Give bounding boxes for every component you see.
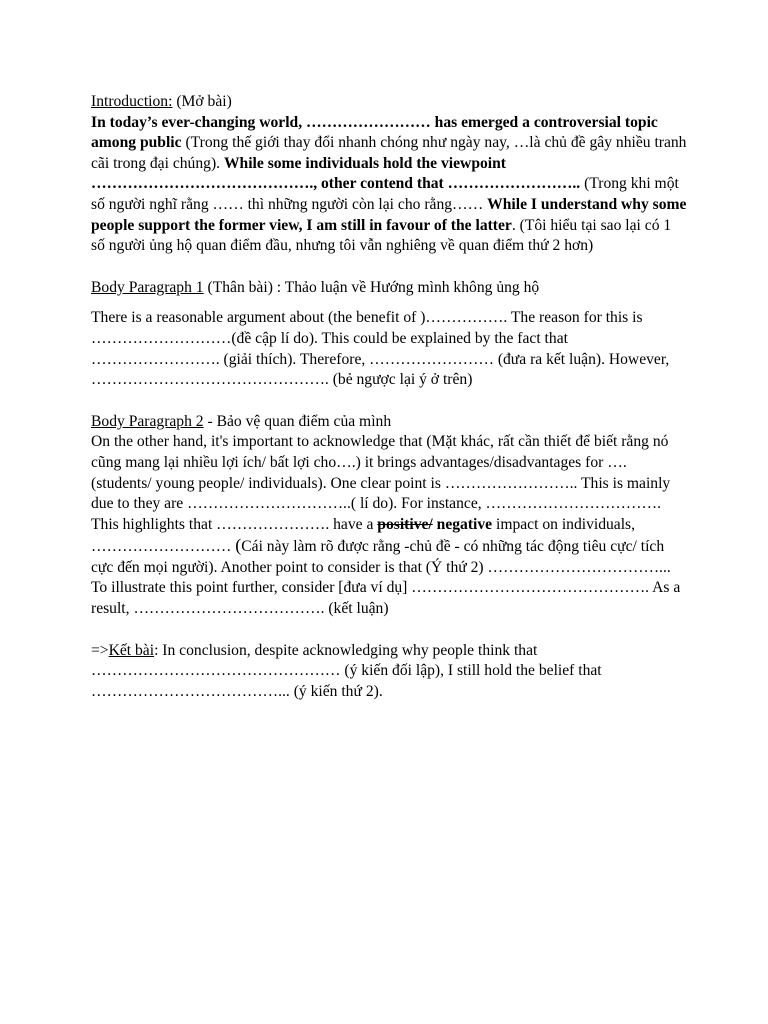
body2-strike-word: positive/: [377, 515, 433, 533]
body1-paragraph: There is a reasonable argument about (the benefit of )……………. The reason for this is ………………………(đề cập lí do). This could be explained by the fact that ……………………. (giải thích). Therefore, …………………… (đưa ra kết luận). However, ………………………………………. (bẻ ngược lại ý ở trên): [91, 309, 670, 389]
introduction-heading: Introduction:: [91, 93, 173, 110]
conclusion-text: : In conclusion, despite acknowledging why people think that ………………………………………… (ý kiến đối lập), I still hold the belief that ………………………………... (ý kiến thứ 2).: [91, 641, 602, 700]
conclusion-paragraph: [91, 641, 688, 703]
spacer: [91, 391, 688, 412]
introduction-section: [91, 92, 688, 257]
body-paragraph-1-section: [91, 278, 688, 391]
body2-bold-word: negative: [432, 515, 493, 533]
body2-heading-line: [91, 412, 688, 433]
body2-text-3: Cái này làm rõ được rằng -chủ đề - có những tác động tiêu cực/ tích cực đến mọi người). Another point to consider is that (Ý thứ 2) ……………………………... To illustrate this point further, consider [đưa ví dụ] ………………………………………. As a result, ………………………………. (kết luận): [91, 538, 681, 618]
conclusion-section: [91, 641, 688, 703]
body2-paren: (: [235, 535, 242, 556]
intro-text-1: (Trong thế giới thay đổi nhanh chóng như ngày nay, …là chủ đề gây nhiều tranh cãi trong đại chúng).: [91, 134, 687, 172]
intro-bold-2: While some individuals hold the viewpoint ……………………………………., other contend that ……………………..: [91, 154, 581, 193]
body2-paragraph: [91, 432, 688, 619]
body1-heading: Body Paragraph 1: [91, 278, 204, 296]
introduction-paragraph: [91, 113, 688, 257]
intro-bold-3: While I understand why some people support the former view, I am still in favour of the latter: [91, 195, 687, 234]
introduction-heading-suffix: (Mở bài): [172, 93, 232, 110]
intro-bold-1: In today’s ever-changing world, …………………… has emerged a controversial topic among public: [91, 113, 658, 152]
conclusion-heading: Kết bài: [108, 641, 155, 659]
introduction-heading-line: [91, 92, 688, 113]
spacer: [91, 620, 688, 641]
body2-heading-suffix: - Bảo vệ quan điểm của mình: [203, 412, 392, 430]
body-paragraph-2-section: [91, 412, 688, 620]
body2-text-1: On the other hand, it's important to acknowledge that (Mặt khác, rất cần thiết để biết rằng nó cũng mang lại nhiều lợi ích/ bất lợi cho….) it brings advantages/disadvantages for …. (students/ young people/ individuals). One clear point is …………………….. This is mainly due to they are …………………………..( lí do). For instance, ……………………………. This highlights that …………………. have a: [91, 433, 671, 533]
intro-text-3: . (Tôi hiểu tại sao lại có 1 số người ủng hộ quan điểm đầu, nhưng tôi vẫn nghiêng về quan điểm thứ 2 hơn): [91, 216, 672, 255]
body1-heading-line: [91, 278, 688, 299]
spacer: [91, 257, 688, 278]
spacer: [91, 298, 688, 308]
intro-text-2: (Trong khi một số người nghĩ rằng …… thì những người còn lại cho rằng……: [91, 175, 679, 213]
body1-heading-suffix: (Thân bài) : Thảo luận về Hướng mình không ủng hộ: [203, 278, 540, 296]
body2-heading: Body Paragraph 2: [91, 412, 204, 430]
body2-text-2: impact on individuals, ………………………: [91, 515, 636, 556]
conclusion-arrow: =>: [91, 641, 109, 659]
